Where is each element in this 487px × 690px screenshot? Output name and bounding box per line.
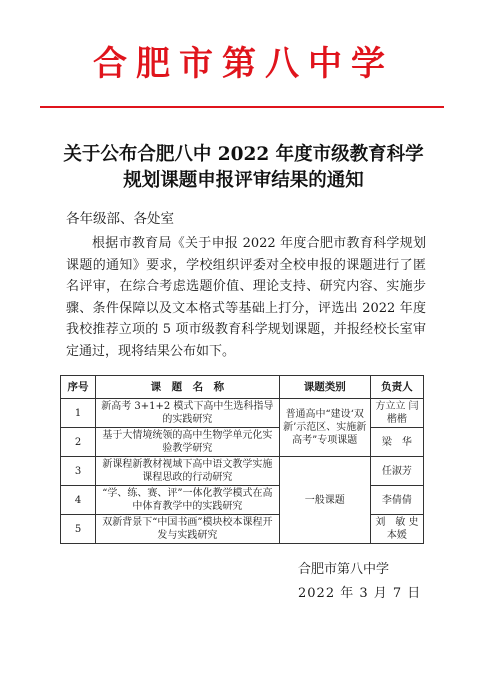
row-owner: 任淑芳 bbox=[370, 457, 423, 486]
row-no: 3 bbox=[61, 457, 96, 486]
row-no: 5 bbox=[61, 515, 96, 544]
category-cell-special: 普通高中“建设‘双新’示范区、实施新高考”专项课题 bbox=[279, 399, 370, 457]
signature-date: 2022 年 3 月 7 日 bbox=[298, 586, 422, 601]
row-owner: 梁 华 bbox=[370, 428, 423, 457]
row-owner: 李倩倩 bbox=[370, 486, 423, 515]
row-title: 新课程新教材视域下高中语文教学实施课程思政的行动研究 bbox=[96, 457, 280, 486]
row-title: 基于大情境统领的高中生物学单元化实验教学研究 bbox=[96, 428, 280, 457]
row-no: 1 bbox=[61, 399, 96, 428]
signature-organization: 合肥市第八中学 bbox=[298, 562, 390, 577]
row-no: 4 bbox=[61, 486, 96, 515]
row-no: 2 bbox=[61, 428, 96, 457]
letterhead: 合肥市第八中学 bbox=[93, 44, 394, 84]
results-table bbox=[60, 375, 424, 544]
document-title-line-1: 关于公布合肥八中 2022 年度市级教育科学 bbox=[63, 144, 424, 165]
red-divider-line bbox=[40, 106, 444, 108]
row-owner: 刘 敏 史本媛 bbox=[370, 515, 423, 544]
body-paragraph: 根据市教育局《关于申报 2022 年度合肥市教育科学规划课题的通知》要求，学校组织评委对全校申报的课题进行了匿名评审，在综合考虑选题价值、理论支持、研究内容、实施步骤、条件保障以及文本格式等基础上打分，评选出 2022 年度我校推荐立项的 5 项市级教育科学规划课题，并报经校长室审定通过，现将结果公布如下。 bbox=[66, 236, 426, 359]
category-cell-general: 一般课题 bbox=[279, 457, 370, 544]
row-title: “学、练、赛、评”一体化教学模式在高中体育教学中的实践研究 bbox=[96, 486, 280, 515]
document-title-line-2: 规划课题申报评审结果的通知 bbox=[123, 170, 364, 191]
row-title: 双新背景下“中国书画”模块校本课程开发与实践研究 bbox=[96, 515, 280, 544]
table-row bbox=[61, 457, 424, 486]
salutation: 各年级部、各处室 bbox=[66, 211, 174, 227]
row-title: 新高考 3+1+2 模式下高中生选科指导的实践研究 bbox=[96, 399, 280, 428]
row-owner: 方立立 闫楷楷 bbox=[370, 399, 423, 428]
table-row bbox=[61, 399, 424, 428]
header-no: 序号 bbox=[61, 376, 96, 399]
table-header-row bbox=[61, 376, 424, 399]
header-owner: 负责人 bbox=[370, 376, 423, 399]
header-category: 课题类别 bbox=[279, 376, 370, 399]
header-name: 课 题 名 称 bbox=[96, 376, 280, 399]
